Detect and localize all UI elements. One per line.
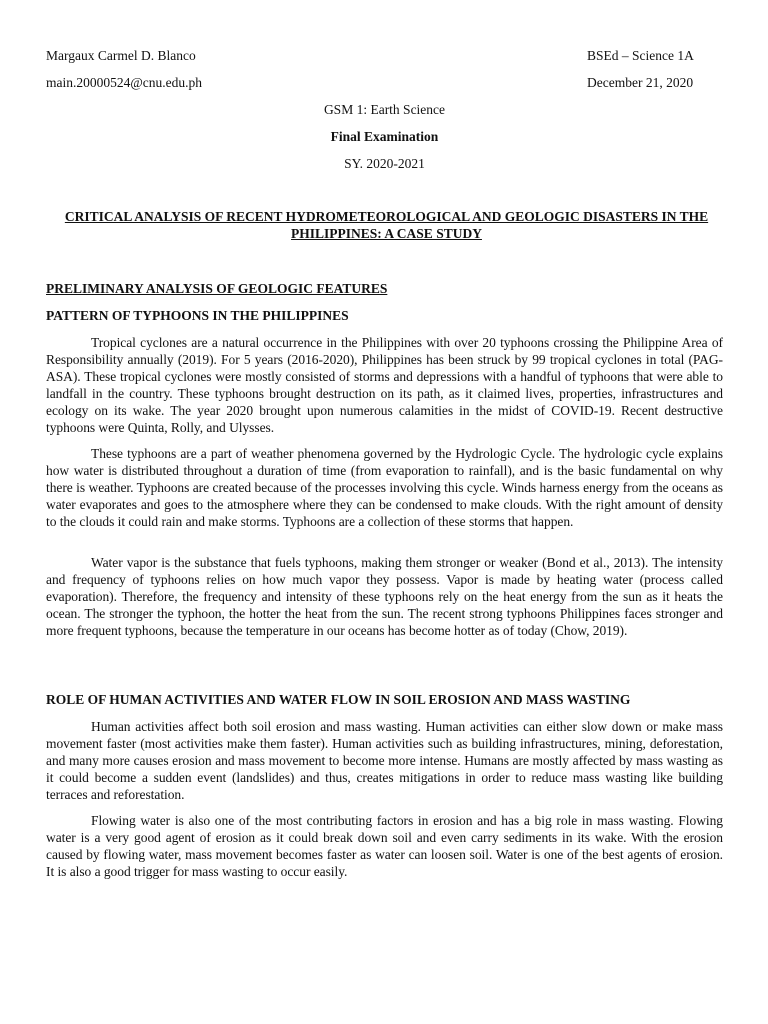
course-title: GSM 1: Earth Science — [323, 102, 446, 117]
paragraph-2: These typhoons are a part of weather phenomena governed by the Hydrologic Cycle. The hydrologic cycle explains how water is distributed throughout a duration of time (from evaporation to rainfall), and is the basic fundamental on why there is weather. Typhoons are created because of the processes involving this cycle. Winds harness energy from the oceans as water evaporates and goes to the atmosphere where they can be condensed to make clouds. With the right amount of density to the clouds it could rain and make storms. Typhoons are a collection of these storms that happen. — [46, 446, 723, 529]
author-name: Margaux Carmel D. Blanco — [46, 48, 196, 63]
section2-heading: ROLE OF HUMAN ACTIVITIES AND WATER FLOW IN SOIL EROSION AND MASS WASTING — [46, 692, 631, 707]
paragraph-3: Water vapor is the substance that fuels typhoons, making them stronger or weaker (Bond et al., 2013). The intensity and frequency of typhoons relies on how much vapor they possess. Vapor is made by heating water (process called evaporation). Therefore, the frequency and intensity of these typhoons rely on the heat energy from the sun as it heats the ocean. The stronger the typhoon, the hotter the heat from the sun. The recent strong typhoons Philippines faces stronger and more frequent typhoons, because the temperature in our oceans has become hotter as of today (Chow, 2019). — [46, 555, 723, 638]
paragraph-5: Flowing water is also one of the most contributing factors in erosion and has a big role in mass wasting. Flowing water is a very good agent of erosion as it could break down soil and even carry sediments in its wake. With the erosion caused by flowing water, mass movement becomes faster as water can loosen soil. Water is one of the best agents of erosion. It is also a good trigger for mass wasting to occur easily. — [46, 813, 723, 879]
exam-title: Final Examination — [330, 129, 439, 144]
paragraph-1: Tropical cyclones are a natural occurrence in the Philippines with over 20 typhoons crossing the Philippine Area of Responsibility annually (2019). For 5 years (2016-2020), Philippines has been struck by 99 tropical cyclones in total (PAG-ASA). These tropical cyclones were mostly consisted of storms and depressions with a handful of typhoons that were able to landfall in the country. These typhoons brought destruction on its path, as it claimed lives, properties, infrastructures and ecology on its wake. The year 2020 brought upon numerous calamities in the midst of COVID-19. Recent destructive typhoons were Quinta, Rolly, and Ulysses. — [46, 335, 723, 435]
author-email: main.20000524@cnu.edu.ph — [46, 75, 203, 90]
document-title: CRITICAL ANALYSIS OF RECENT HYDROMETEOROLOGICAL AND GEOLOGIC DISASTERS IN THE PHILIPPINES: A CASE STUDY — [64, 209, 709, 241]
date: December 21, 2020 — [587, 75, 694, 90]
school-year: SY. 2020-2021 — [344, 156, 425, 171]
section1-heading: PRELIMINARY ANALYSIS OF GEOLOGIC FEATURES — [46, 281, 388, 296]
paragraph-4: Human activities affect both soil erosion and mass wasting. Human activities can either slow down or make mass movement faster (most activities make them faster). Human activities such as building infrastructures, mining, deforestation, and many more causes erosion and mass movement to become more intense. Humans are mostly affected by mass wasting as it could become a sudden event (landslides) and thus, creates mitigations in order to reduce mass wasting like building terraces and reforestation. — [46, 719, 723, 802]
section1-subheading: PATTERN OF TYPHOONS IN THE PHILIPPINES — [46, 308, 349, 323]
program: BSEd – Science 1A — [587, 48, 694, 63]
